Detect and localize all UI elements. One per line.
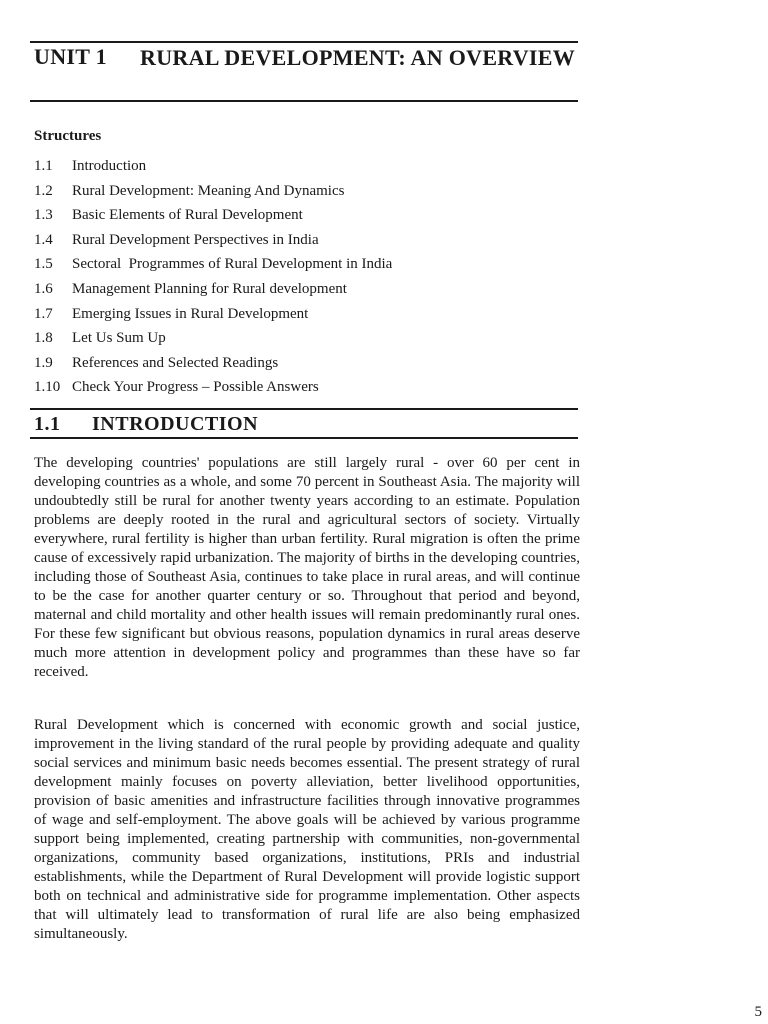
header-top-rule <box>30 41 578 43</box>
section-title: INTRODUCTION <box>92 413 259 435</box>
list-item <box>34 155 594 180</box>
list-item <box>34 303 594 328</box>
toc-label: Introduction <box>72 158 147 174</box>
toc-number: 1.1 <box>34 158 53 174</box>
toc-number: 1.3 <box>34 207 53 224</box>
list-item <box>34 229 594 254</box>
introduction-paragraph: The developing countries' populations are still largely rural - over 60 per cent in developing countries as a whole, and some 70 percent in Southeast Asia. The majority will undoubtedly still be rural for another twenty years according to an estimate. Population problems are deeply rooted in the rural and agricultural sectors of society. Virtually everywhere, rural fertility is higher than urban fertility. Rural migration is often the prime cause of excessively rapid urbanization. The majority of births in the developing countries, including those of Southeast Asia, continues to take place in rural areas, and will continue to be the case for another quarter century or so. Throughout that period and beyond, maternal and child mortality and other health issues will remain predominantly rural ones. For these few significant but obvious reasons, population dynamics in rural areas deserve much more attention in development policy and programmes than these have so far received. <box>34 455 580 680</box>
toc-label: Sectoral Programmes of Rural Development in India <box>72 256 393 273</box>
toc-number: 1.10 <box>34 379 61 396</box>
toc-label: Check Your Progress – Possible Answers <box>72 379 319 396</box>
toc-label: Emerging Issues in Rural Development <box>72 305 309 322</box>
page-number: 5 <box>754 1004 762 1020</box>
toc-number: 1.2 <box>34 182 53 199</box>
header-bottom-rule <box>30 100 578 102</box>
list-item <box>34 180 594 205</box>
list-item <box>34 204 594 229</box>
toc-number: 1.6 <box>34 280 53 297</box>
list-item <box>34 376 594 401</box>
toc-label: References and Selected Readings <box>72 354 279 371</box>
toc-label: Rural Development Perspectives in India <box>72 231 319 248</box>
list-item <box>34 253 594 278</box>
list-item <box>34 352 594 377</box>
section-number: 1.1 <box>34 413 61 435</box>
toc-number: 1.7 <box>34 305 53 322</box>
toc-number: 1.4 <box>34 231 53 248</box>
unit-title: RURAL DEVELOPMENT: AN OVERVIEW <box>140 45 576 70</box>
toc-number: 1.5 <box>34 256 53 273</box>
toc-label: Management Planning for Rural development <box>72 280 347 297</box>
section-top-rule <box>30 408 578 410</box>
list-item <box>34 278 594 303</box>
toc-label: Let Us Sum Up <box>72 330 166 347</box>
structures-heading: Structures <box>34 128 102 144</box>
structures-list <box>34 155 594 401</box>
introduction-paragraph: Rural Development which is concerned with economic growth and social justice, improvement in the living standard of the rural people by providing adequate and quality social services and minimum basic needs becomes essential. The present strategy of rural development mainly focuses on poverty alleviation, better livelihood opportunities, provision of basic amenities and infrastructure facilities through innovative programmes of wage and self-employment. The above goals will be achieved by various programme support being implemented, creating partnership with communities, non-governmental organizations, community based organizations, institutions, PRIs and industrial establishments, while the Department of Rural Development will provide logistic support both on technical and administrative side for programme implementation. Other aspects that will ultimately lead to transformation of rural life are also being emphasized simultaneously. <box>34 717 580 942</box>
toc-label: Rural Development: Meaning And Dynamics <box>72 182 345 199</box>
list-item <box>34 327 594 352</box>
section-bottom-rule <box>30 437 578 439</box>
toc-number: 1.9 <box>34 354 53 371</box>
toc-label: Basic Elements of Rural Development <box>72 207 303 224</box>
toc-number: 1.8 <box>34 330 53 347</box>
unit-number: UNIT 1 <box>34 44 107 69</box>
